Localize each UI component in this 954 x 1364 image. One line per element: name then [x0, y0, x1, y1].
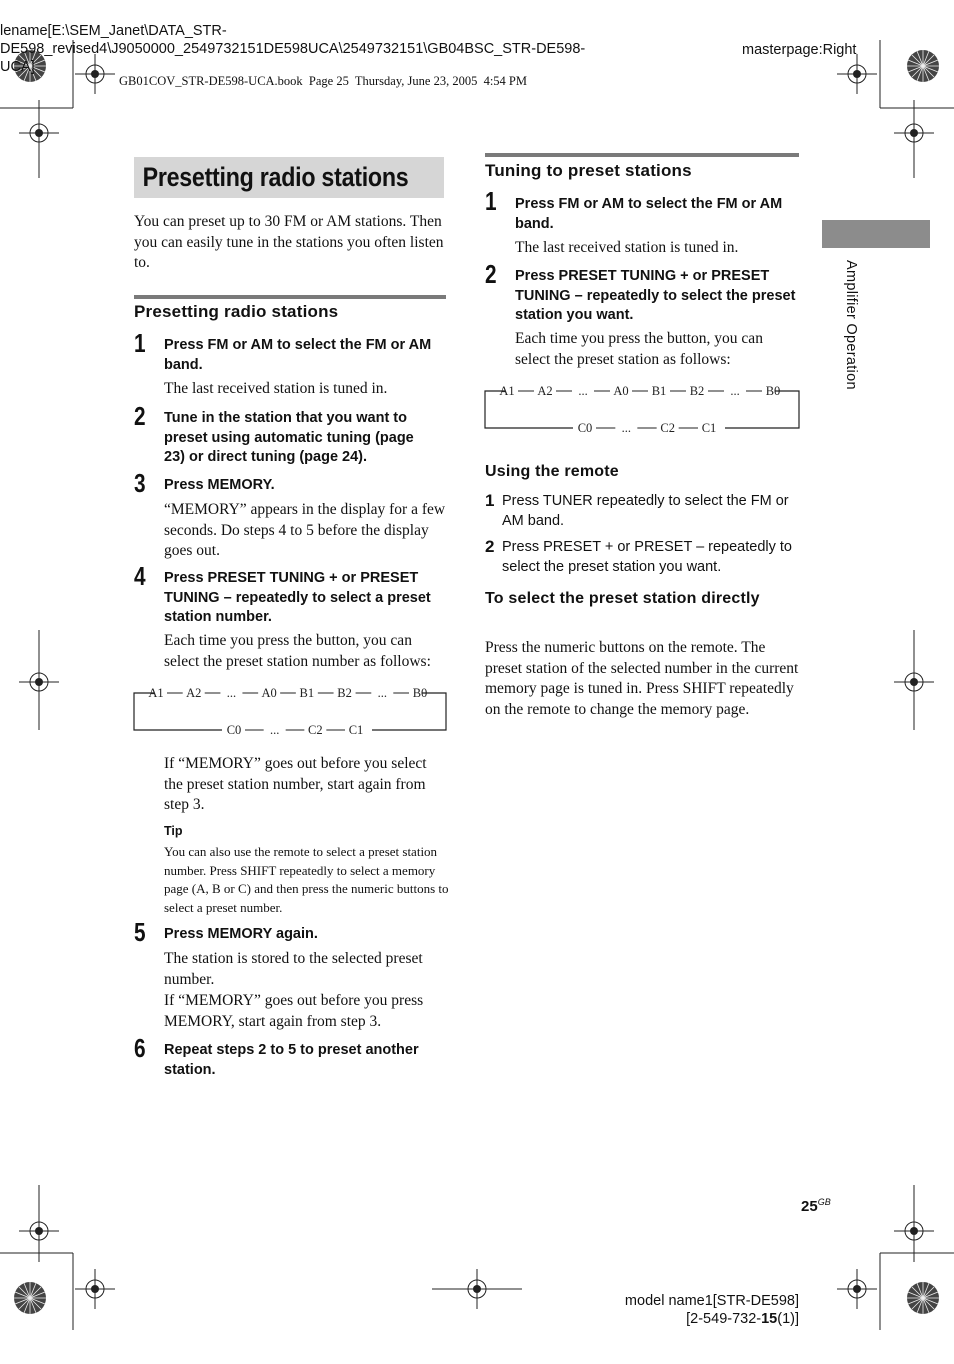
step-number: 4	[134, 561, 146, 591]
memory-timeout-note: If “MEMORY” goes out before you select the preset station number, start again from step 3.	[164, 755, 427, 813]
step-description: The last received station is tuned in.	[515, 239, 739, 256]
remote-step-text: Press TUNER repeatedly to select the FM or AM band.	[502, 493, 789, 529]
page-number-value: 25	[801, 1198, 818, 1215]
step-number: 6	[134, 1033, 146, 1063]
diagram-loop-left	[485, 391, 573, 428]
step-number: 1	[485, 186, 497, 216]
book-info-line: GB01COV_STR-DE598-UCA.book Page 25 Thursday, June 23, 2005 4:54 PM	[119, 74, 527, 88]
step-description: Each time you press the button, you can select the preset station as follows:	[515, 330, 763, 368]
tip-text: You can also use the remote to select a preset station number. Press SHIFT repeatedly to select a memory page (A, B or C) and then press the numeric buttons to select a preset number.	[164, 844, 449, 915]
preset-cycle-diagram-right	[481, 378, 803, 438]
diagram-preset-label: A1	[148, 686, 164, 700]
page-title-box	[134, 157, 444, 198]
step-instruction: Press PRESET TUNING + or PRESET TUNING – repeatedly to select a preset station number.	[164, 570, 431, 625]
diagram-preset-label: B2	[689, 384, 705, 398]
diagram-preset-label: B0	[412, 686, 428, 700]
step-instruction: Press MEMORY.	[164, 477, 275, 493]
code-bold: 15	[761, 1311, 778, 1327]
step-description: The station is stored to the selected preset number.	[164, 950, 423, 988]
section-tab-label: Amplifier Operation	[843, 260, 859, 390]
diagram-loop-left	[134, 693, 222, 730]
diagram-preset-label: B1	[651, 384, 667, 398]
step-description: Each time you press the button, you can select the preset station number as follows:	[164, 632, 431, 670]
diagram-preset-label: C2	[308, 723, 323, 737]
diagram-preset-label: B0	[765, 384, 781, 398]
diagram-preset-label: ...	[730, 384, 740, 398]
step-instruction: Press PRESET TUNING + or PRESET TUNING – repeatedly to select the preset station you want.	[515, 268, 796, 323]
step-extra-note: If “MEMORY” goes out before you press MEMORY, start again from step 3.	[164, 992, 424, 1030]
diagram-preset-label: C2	[660, 421, 675, 435]
step-number: 5	[134, 917, 146, 947]
step-instruction: Tune in the station that you want to preset using automatic tuning (page 23) or direct tuning (page 24).	[164, 410, 414, 465]
step-number: 2	[134, 401, 146, 431]
diagram-preset-label: A2	[537, 384, 553, 398]
diagram-preset-label: C1	[348, 723, 364, 737]
section-rule-right	[485, 153, 799, 157]
step-instruction: Press MEMORY again.	[164, 926, 318, 942]
masterpage-label: masterpage:Right	[742, 42, 857, 58]
step-number: 3	[134, 468, 146, 498]
filename-line-3: UCA]	[0, 59, 35, 75]
diagram-preset-label: ...	[621, 421, 632, 435]
step-description: The last received station is tuned in.	[164, 380, 388, 397]
code-suffix: (1)]	[777, 1311, 799, 1327]
step-number: 1	[134, 328, 146, 358]
diagram-preset-label: ...	[226, 686, 237, 700]
step-description: “MEMORY” appears in the display for a few seconds. Do steps 4 to 5 before the display goes out.	[164, 501, 446, 559]
subheading-using-remote: Using the remote	[485, 463, 619, 480]
diagram-preset-label: A0	[613, 384, 629, 398]
code-prefix: [2-549-732-	[686, 1311, 762, 1327]
direct-select-paragraph: Press the numeric buttons on the remote. The preset station of the selected number in the current memory page is tuned in. Press SHIFT repeatedly on the remote to change the memory page.	[485, 639, 799, 718]
page-title: Presetting radio stations	[142, 162, 409, 192]
diagram-preset-label: C0	[577, 421, 593, 435]
step-instruction: Press FM or AM to select the FM or AM band.	[515, 196, 783, 232]
section-tab-marker	[822, 220, 930, 248]
tip-label: Tip	[164, 824, 183, 838]
diagram-preset-label: C1	[701, 421, 717, 435]
diagram-preset-label: B2	[337, 686, 352, 700]
diagram-preset-label: A2	[186, 686, 202, 700]
diagram-preset-label: B1	[299, 686, 315, 700]
diagram-preset-label: A0	[261, 686, 277, 700]
preset-cycle-diagram-left	[130, 680, 450, 740]
step-number: 1	[485, 491, 495, 510]
filename-header	[0, 22, 640, 76]
diagram-preset-label: A1	[499, 384, 515, 398]
step-number: 2	[485, 537, 495, 556]
diagram-preset-label: C0	[226, 723, 242, 737]
intro-paragraph: You can preset up to 30 FM or AM stations. Then you can easily tune in the stations you often listen to.	[134, 213, 444, 271]
section-rule-left	[134, 295, 446, 299]
step-instruction: Repeat steps 2 to 5 to preset another station.	[164, 1042, 419, 1078]
section-heading-tuning: Tuning to preset stations	[485, 161, 692, 180]
diagram-preset-label: ...	[578, 384, 588, 398]
model-name-line: model name1[STR-DE598]	[624, 1293, 799, 1309]
filename-line-2: DE598_revised4\J9050000_2549732151DE598UCA\2549732151\GB04BSC_STR-DE598-	[0, 41, 586, 57]
diagram-preset-label: ...	[269, 723, 280, 737]
page-number	[801, 1197, 831, 1215]
section-heading-presetting: Presetting radio stations	[134, 302, 339, 321]
diagram-preset-label: ...	[377, 686, 387, 700]
page-number-suffix: GB	[817, 1197, 831, 1207]
model-code-line	[560, 1310, 799, 1328]
model-footer	[560, 1292, 799, 1328]
step-instruction: Press FM or AM to select the FM or AM band.	[164, 337, 432, 373]
step-number: 2	[485, 259, 497, 289]
remote-step-text: Press PRESET + or PRESET – repeatedly to select the preset station you want.	[502, 539, 792, 575]
subheading-select-directly: To select the preset station directly	[485, 590, 760, 607]
filename-line-1: lename[E:\SEM_Janet\DATA_STR-	[0, 23, 227, 39]
